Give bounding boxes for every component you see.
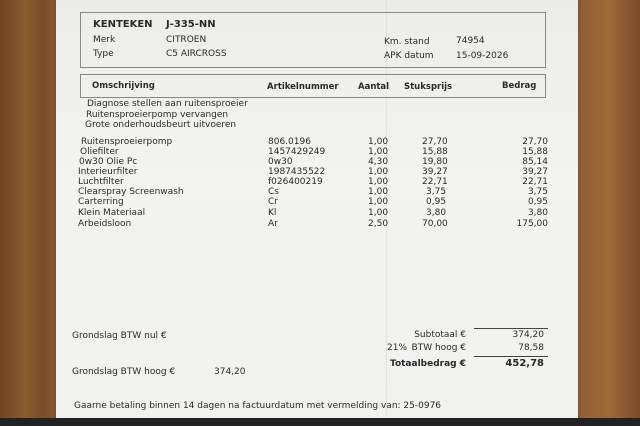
col-aantal: Aantal [358,82,390,92]
grondslag-hoog-value: 374,20 [214,367,246,377]
item-desc: Klein Materiaal [78,208,146,218]
item-amount: 27,70 [522,137,548,147]
item-price: 70,00 [422,219,448,229]
subtotaal-label: Subtotaal € [414,330,466,340]
item-price: 3,75 [426,187,447,197]
btw-value: 78,58 [518,343,544,353]
apk-value: 15-09-2026 [456,51,509,61]
item-desc: Ruitensproeierpomp [81,137,173,147]
col-stuksprijs: Stuksprijs [404,82,453,92]
item-art: Cr [268,197,278,207]
job-description: Grote onderhoudsbeurt uitvoeren [85,120,237,130]
item-art: 1457429249 [268,147,326,157]
item-desc: Oliefilter [80,147,119,157]
item-qty: 1,00 [368,137,389,147]
item-art: 0w30 [268,157,293,167]
btw-percentage: 21% [387,343,408,353]
item-qty: 1,00 [368,187,389,197]
item-amount: 15,88 [522,147,548,157]
item-qty: 2,50 [368,219,389,229]
item-desc: Arbeidsloon [78,219,132,229]
item-desc: 0w30 Olie Pc [79,157,138,167]
item-art: Ar [268,219,278,229]
item-amount: 85,14 [522,157,548,167]
apk-label: APK datum [384,51,434,61]
col-bedrag: Bedrag [502,81,537,91]
km-value: 74954 [456,36,485,46]
grondslag-hoog-label: Grondslag BTW hoog € [72,367,176,377]
item-price: 15,88 [422,147,448,157]
bottom-shadow [0,418,640,426]
kenteken-label: KENTEKEN [93,19,153,30]
payment-note: Gaarne betaling binnen 14 dagen na factuurdatum met vermelding van: 25-0976 [74,401,442,411]
item-art: f026400219 [268,177,323,187]
item-art: Kl [268,208,277,218]
item-price: 27,70 [422,137,448,147]
job-description: Ruitensproeierpomp vervangen [86,110,229,120]
grondslag-nul-label: Grondslag BTW nul € [72,331,167,341]
merk-value: CITROEN [166,35,207,45]
type-label: Type [93,49,114,59]
item-desc: Interieurfilter [78,167,138,177]
item-qty: 4,30 [368,157,389,167]
col-omschrijving: Omschrijving [92,81,155,91]
invoice-paper [56,0,578,426]
item-amount: 22,71 [522,177,548,187]
item-price: 39,27 [422,167,448,177]
job-description: Diagnose stellen aan ruitensproeier [87,99,248,109]
item-art: 1987435522 [268,167,326,177]
btw-label: BTW hoog € [411,343,466,353]
item-amount: 175,00 [516,219,548,229]
wood-table-left [0,0,62,426]
item-desc: Carterring [78,197,124,207]
item-qty: 1,00 [368,197,389,207]
item-qty: 1,00 [368,167,389,177]
item-price: 19,80 [422,157,448,167]
wood-table-right [576,0,640,426]
item-amount: 0,95 [527,197,548,207]
item-price: 0,95 [426,197,447,207]
type-value: C5 AIRCROSS [166,49,227,59]
col-artikelnummer: Artikelnummer [267,82,339,92]
item-price: 22,71 [422,177,448,187]
subtotal-rule [474,328,548,329]
item-price: 3,80 [426,208,447,218]
kenteken-value: J-335-NN [166,19,216,30]
item-qty: 1,00 [368,147,389,157]
item-qty: 1,00 [368,177,389,187]
item-desc: Clearspray Screenwash [78,187,184,197]
item-desc: Luchtfilter [78,177,124,187]
subtotaal-value: 374,20 [512,330,544,340]
item-amount: 39,27 [522,167,548,177]
item-amount: 3,75 [527,187,548,197]
km-label: Km. stand [384,37,430,47]
item-amount: 3,80 [527,208,548,218]
totaal-label: Totaalbedrag € [390,359,466,369]
item-art: 806.0196 [268,137,311,147]
merk-label: Merk [93,35,116,45]
item-qty: 1,00 [368,208,389,218]
item-art: Cs [268,187,279,197]
total-rule [474,356,548,357]
totaal-value: 452,78 [505,358,544,369]
